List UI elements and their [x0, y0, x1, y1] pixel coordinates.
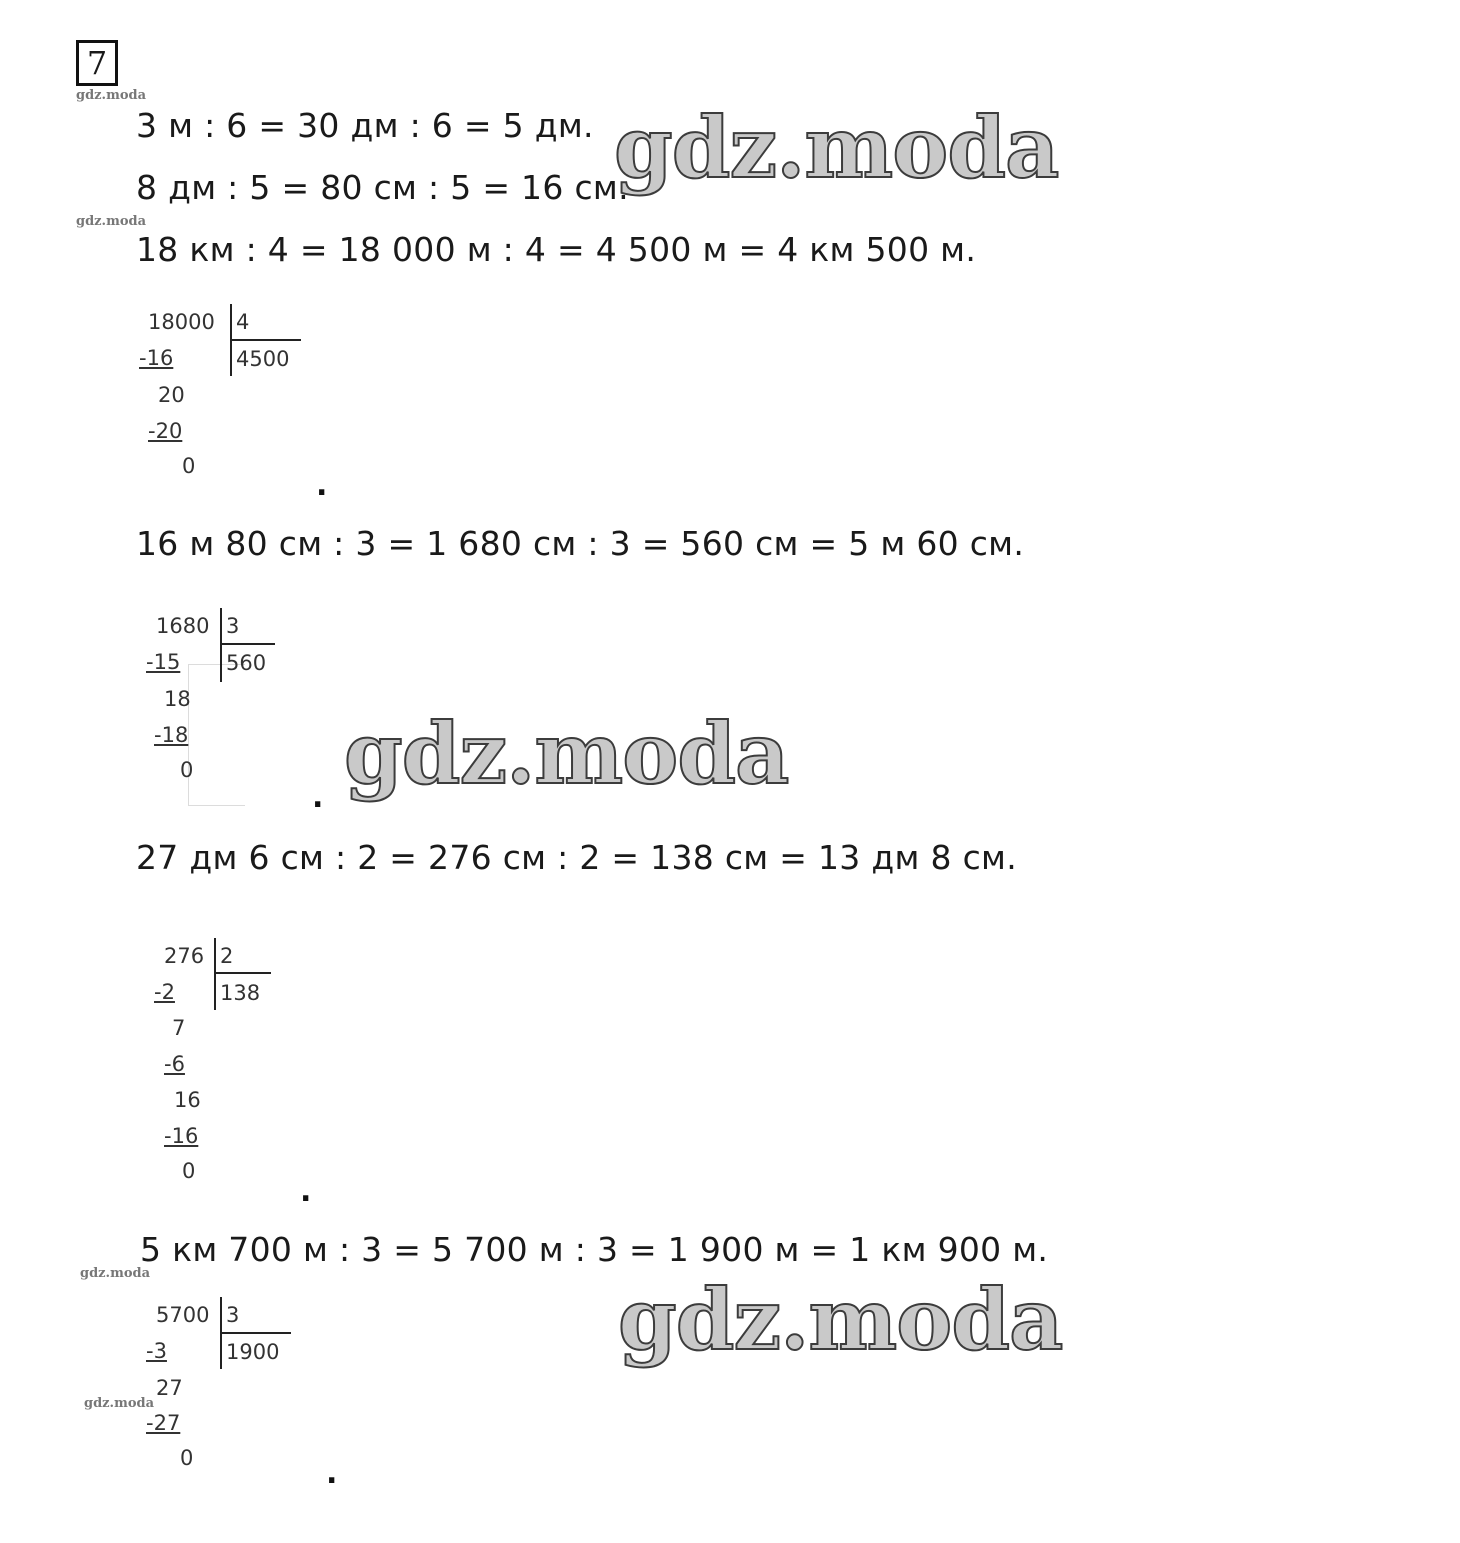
- quotient: 1900: [226, 1340, 280, 1364]
- step: -16: [139, 346, 174, 370]
- division-horizontal-line: [215, 972, 271, 974]
- division-horizontal-line: [231, 339, 301, 341]
- divisor: 3: [226, 1303, 240, 1327]
- divisor: 3: [226, 614, 240, 638]
- divisor: 4: [236, 310, 250, 334]
- quotient: 138: [220, 981, 261, 1005]
- period: .: [312, 780, 324, 815]
- watermark-small: gdz.moda: [84, 1396, 155, 1411]
- step: 18: [164, 687, 191, 711]
- step: -6: [164, 1052, 185, 1076]
- period: .: [326, 1456, 338, 1491]
- task-number: 7: [76, 40, 118, 86]
- watermark-big: gdz.moda: [618, 1270, 1063, 1369]
- equation-2: 8 дм : 5 = 80 см : 5 = 16 см.: [136, 168, 629, 207]
- remainder: 0: [182, 1159, 196, 1183]
- divisor: 2: [220, 944, 234, 968]
- watermark-small: gdz.moda: [76, 88, 147, 103]
- step: 16: [174, 1088, 201, 1112]
- watermark-small: gdz.moda: [76, 214, 147, 229]
- period: .: [316, 468, 328, 503]
- dividend: 18000: [148, 310, 215, 334]
- equation-3: 18 км : 4 = 18 000 м : 4 = 4 500 м = 4 км 500 м.: [136, 230, 977, 269]
- watermark-small: gdz.moda: [80, 1266, 151, 1281]
- quotient: 560: [226, 651, 267, 675]
- step: -20: [148, 419, 183, 443]
- period: .: [300, 1174, 312, 1209]
- step: -27: [146, 1411, 181, 1435]
- watermark-big: gdz.moda: [344, 704, 789, 803]
- step: -2: [154, 980, 175, 1004]
- step: 20: [158, 383, 185, 407]
- division-vertical-line: [214, 938, 216, 1010]
- remainder: 0: [180, 1446, 194, 1470]
- step: -16: [164, 1124, 199, 1148]
- watermark-big: gdz.moda: [614, 98, 1059, 197]
- step: -3: [146, 1339, 167, 1363]
- step: -18: [154, 723, 189, 747]
- division-horizontal-line: [221, 643, 275, 645]
- remainder: 0: [180, 758, 194, 782]
- equation-5: 27 дм 6 см : 2 = 276 см : 2 = 138 см = 13 дм 8 см.: [136, 838, 1018, 877]
- dividend: 1680: [156, 614, 210, 638]
- equation-4: 16 м 80 см : 3 = 1 680 см : 3 = 560 см = 5 м 60 см.: [136, 524, 1025, 563]
- equation-6: 5 км 700 м : 3 = 5 700 м : 3 = 1 900 м = 1 км 900 м.: [140, 1230, 1049, 1269]
- step: -15: [146, 650, 181, 674]
- remainder: 0: [182, 454, 196, 478]
- quotient: 4500: [236, 347, 290, 371]
- dividend: 276: [164, 944, 205, 968]
- step: 7: [172, 1016, 186, 1040]
- scan-artifact: [188, 664, 245, 806]
- equation-1: 3 м : 6 = 30 дм : 6 = 5 дм.: [136, 106, 594, 145]
- dividend: 5700: [156, 1303, 210, 1327]
- division-horizontal-line: [221, 1332, 291, 1334]
- division-vertical-line: [220, 608, 222, 682]
- step: 27: [156, 1376, 183, 1400]
